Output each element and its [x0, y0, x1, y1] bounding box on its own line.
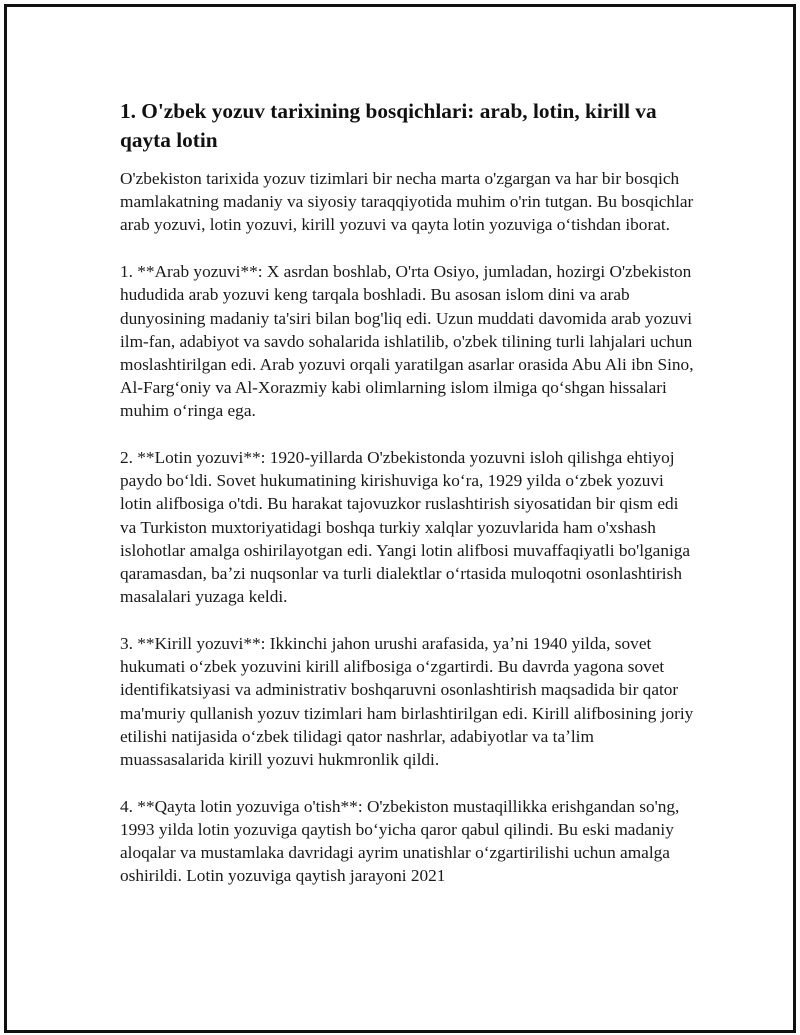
document-body [120, 97, 695, 911]
page-frame [4, 4, 796, 1033]
cyrillic-script-paragraph: 3. **Kirill yozuvi**: Ikkinchi jahon urushi arafasida, yaʼni 1940 yilda, sovet hukumati oʻzbek yozuvini kirill alifbosiga oʻzgartirdi. Bu davrda yagona sovet identifikatsiyasi va administrativ boshqaruvni osonlashtirish maqsadida bir qator ma'muriy qullanish yozuv tizimlari ham birlashtirilgan edi. Kirill alifbosining joriy etilishi natijasida oʻzbek tilidagi qator nashrlar, adabiyotlar va taʼlim muassasalarida kirill yozuvi hukmronlik qildi. [120, 633, 694, 769]
section-heading: 1. O'zbek yozuv tarixining bosqichlari: arab, lotin, kirill va qayta lotin [120, 99, 657, 152]
arab-script-paragraph: 1. **Arab yozuvi**: X asrdan boshlab, O'rta Osiyo, jumladan, hozirgi O'zbekiston hududida arab yozuvi keng tarqala boshladi. Bu asosan islom dini va arab dunyosining madaniy ta'siri bilan bog'liq edi. Uzun muddati davomida arab yozuvi ilm-fan, adabiyot va savdo sohalarida ishlatilib, o'zbek tilining turli lahjalari uchun moslashtirilgan edi. Arab yozuvi orqali yaratilgan asarlar orasida Abu Ali ibn Sino, Al-Fargʻoniy va Al-Xorazmiy kabi olimlarning islom ilmiga qoʻshgan hissalari muhim oʻringa ega. [120, 262, 694, 421]
latin-script-paragraph: 2. **Lotin yozuvi**: 1920-yillarda O'zbekistonda yozuvni isloh qilishga ehtiyoj paydo boʻldi. Sovet hukumatining kirishuviga koʻra, 1929 yilda oʻzbek yozuvi lotin alifbosiga o'tdi. Bu harakat tajovuzkor ruslashtirish siyosatidan bir qism edi va Turkiston muxtoriyatidagi boshqa turkiy xalqlar yozuvlarida ham o'xshash islohotlar amalga oshirilayotgan edi. Yangi lotin alifbosi muvaffaqiyatli bo'lganiga qaramasdan, baʼzi nuqsonlar va turli dialektlar oʻrtasida muloqotni osonlashtirish masalalari yuzaga keldi. [120, 448, 691, 607]
return-to-latin-paragraph: 4. **Qayta lotin yozuviga o'tish**: O'zbekiston mustaqillikka erishgandan so'ng, 1993 yilda lotin yozuviga qaytish boʻyicha qaror qabul qilindi. Bu eski madaniy aloqalar va mustamlaka davridagi ayrim unatishlar oʻzgartirilishi uchun amalga oshirildi. Lotin yozuviga qaytish jarayoni 2021 [120, 796, 680, 886]
intro-paragraph: O'zbekiston tarixida yozuv tizimlari bir necha marta o'zgargan va har bir bosqich mamlakatning madaniy va siyosiy taraqqiyotida muhim o'rin tutgan. Bu bosqichlar arab yozuvi, lotin yozuvi, kirill yozuvi va qayta lotin yozuviga oʻtishdan iborat. [120, 169, 694, 235]
